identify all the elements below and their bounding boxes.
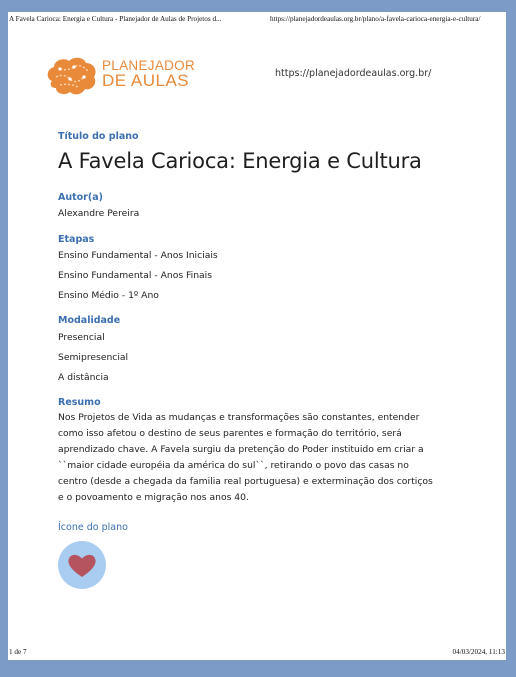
icon-label: Ícone do plano [58,522,128,533]
title-label: Título do plano [58,131,139,142]
author-name: Alexandre Pereira [58,208,140,219]
plan-icon-badge [58,541,106,589]
site-url-link[interactable]: https://planejadordeaulas.org.br/ [275,68,432,79]
planejador-logo[interactable] [44,55,204,99]
author-label: Autor(a) [58,192,103,203]
modality-item: Presencial [58,332,105,343]
page-number: 1 de 7 [9,648,27,656]
logo-line-1: PLANEJADOR [102,58,196,73]
print-header-title: A Favela Carioca: Energia e Cultura - Planejador de Aulas de Projetos d... [9,15,222,23]
modality-label: Modalidade [58,315,121,326]
modality-item: Semipresencial [58,352,129,363]
stage-item: Ensino Fundamental - Anos Iniciais [58,250,218,261]
stage-item: Ensino Fundamental - Anos Finais [58,270,212,281]
print-header-url: https://planejadordeaulas.org.br/plano/a-favela-carioca-energia-e-cultura/ [270,15,481,23]
logo-wordmark [102,58,195,88]
summary-text: Nos Projetos de Vida as mudanças e transformações são constantes, entender como isso afetou o destino de seus parentes e formação do território, será aprendizado chave. A Favela surgiu da pretenção do Poder instituido em criar a ``maior cidade européia da américa do sul``, retirando o povo das casas no centro (desde a chegada da familia real portuguesa) e exterminação dos cortiços e o povoamento e migração nos anos 40. [58,412,433,503]
print-header [8,15,506,29]
plan-title: A Favela Carioca: Energia e Cultura [58,149,422,173]
heart-icon [58,541,106,589]
stages-label: Etapas [58,234,95,245]
brain-icon [44,55,100,99]
print-datetime: 04/03/2024, 11:13 [452,648,505,656]
summary-label: Resumo [58,397,101,408]
stage-item: Ensino Médio - 1º Ano [58,290,159,301]
logo-line-2: DE AULAS [102,71,190,90]
modality-item: A distância [58,372,109,383]
print-footer [8,648,506,660]
